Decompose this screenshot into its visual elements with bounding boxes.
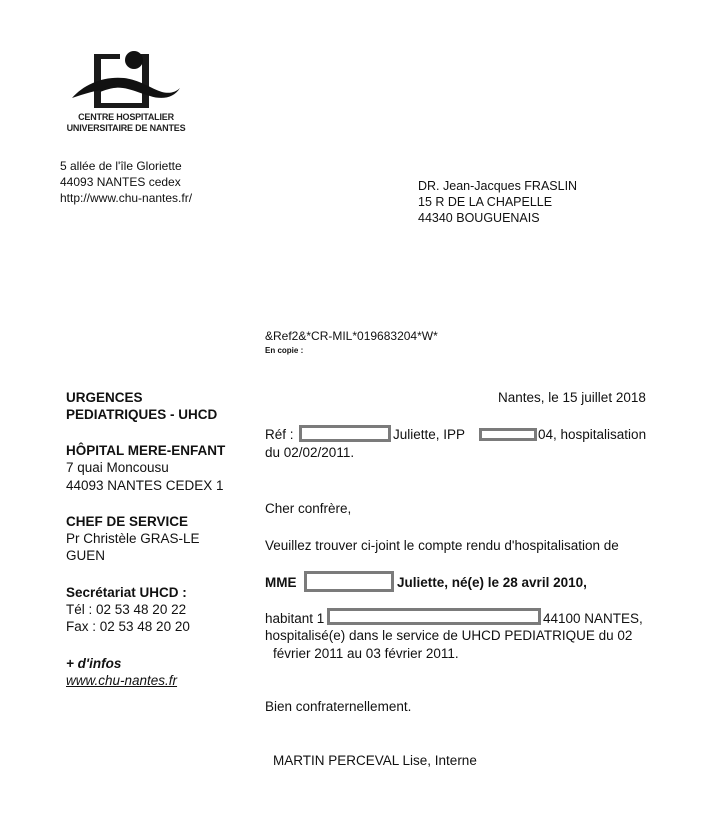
hospital-street: 7 quai Moncousu — [66, 460, 169, 475]
salutation: Cher confrère, — [265, 501, 352, 516]
date-line: Nantes, le 15 juillet 2018 — [498, 390, 646, 405]
chef-name-line2: GUEN — [66, 548, 106, 563]
secretariat-fax: Fax : 02 53 48 20 20 — [66, 619, 190, 634]
ref-prefix: Réf : — [265, 427, 294, 442]
hospital-city: 44093 NANTES CEDEX 1 — [66, 478, 224, 493]
reference-code: &Ref2&*CR-MIL*019683204*W* — [265, 329, 438, 343]
ref-ipp-suffix: 04, hospitalisation — [538, 427, 647, 442]
redacted-patient-name — [304, 571, 394, 592]
dept-title-line1: URGENCES — [66, 390, 143, 405]
stay-line1: hospitalisé(e) dans le service de UHCD PEDIATRIQUE du 02 — [265, 628, 633, 643]
logo-name-line2: UNIVERSITAIRE DE NANTES — [66, 123, 186, 133]
redacted-address — [327, 608, 541, 625]
patient-prefix: MME — [265, 575, 297, 590]
chef-name-line1: Pr Christèle GRAS-LE — [66, 531, 200, 546]
chef-label: CHEF DE SERVICE — [66, 514, 189, 529]
hospital-logo — [60, 48, 200, 140]
address-prefix: habitant 1 — [265, 611, 325, 626]
recipient-street: 15 R DE LA CHAPELLE — [418, 195, 553, 209]
recipient-name: DR. Jean-Jacques FRASLIN — [418, 179, 578, 193]
ref-date: du 02/02/2011. — [265, 445, 355, 460]
website-link[interactable]: www.chu-nantes.fr — [66, 673, 178, 688]
patient-details: Juliette, né(e) le 28 avril 2010, — [397, 575, 587, 590]
hospital-name: HÔPITAL MERE-ENFANT — [66, 443, 226, 458]
secretariat-tel: Tél : 02 53 48 20 22 — [66, 602, 187, 617]
hospital-address-line1: 5 allée de l'île Gloriette — [60, 159, 182, 173]
secretariat-label: Secrétariat UHCD : — [66, 585, 187, 600]
address-city: 44100 NANTES, — [543, 611, 643, 626]
logo-name-line1: CENTRE HOSPITALIER — [78, 112, 174, 122]
ref-firstname: Juliette, IPP — [393, 427, 466, 442]
hospital-address-url[interactable]: http://www.chu-nantes.fr/ — [60, 191, 193, 205]
redacted-lastname — [299, 425, 391, 442]
stay-line2: février 2011 au 03 février 2011. — [273, 646, 459, 661]
recipient-city: 44340 BOUGUENAIS — [418, 211, 540, 225]
redacted-ipp — [479, 428, 537, 441]
dept-title-line2: PEDIATRIQUES - UHCD — [66, 407, 218, 422]
signature: MARTIN PERCEVAL Lise, Interne — [273, 753, 477, 768]
copy-label: En copie : — [265, 346, 304, 355]
closing: Bien confraternellement. — [265, 699, 412, 714]
hospital-address-line2: 44093 NANTES cedex — [60, 175, 181, 189]
chu-logo-icon — [70, 48, 182, 110]
intro-text: Veuillez trouver ci-joint le compte rendu d'hospitalisation de — [265, 538, 619, 553]
more-info-label: + d'infos — [66, 656, 122, 671]
